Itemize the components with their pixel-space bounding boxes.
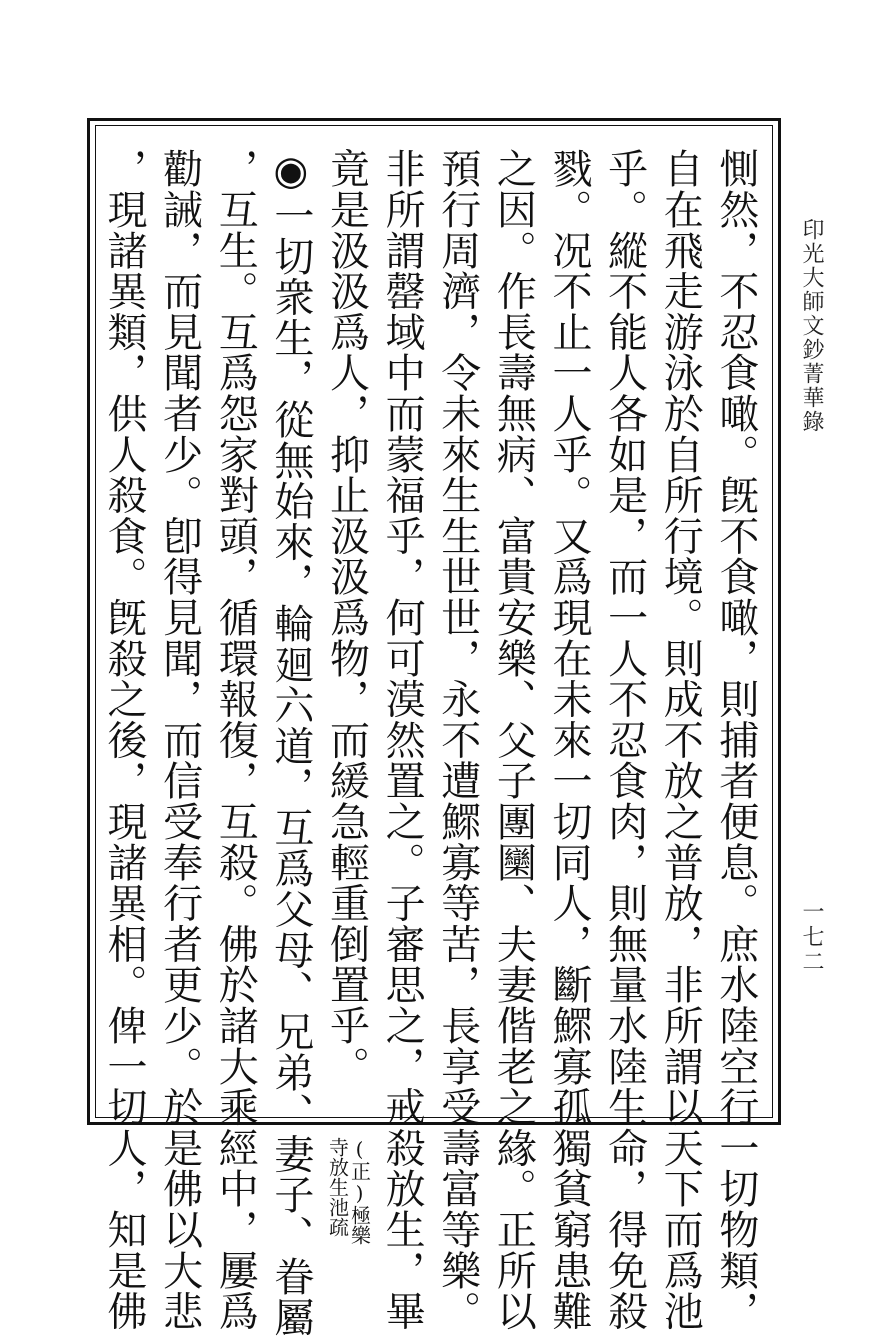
text-column-with-note: [323, 148, 372, 1246]
source-note-line-2: 寺放生池疏: [325, 1137, 350, 1238]
text-column: 惻然，不忍食噉。旣不食噉，則捕者便息。庶水陸空行一切物類，: [712, 148, 759, 1332]
source-note-line-1: (正)極樂: [347, 1137, 372, 1246]
text-column: 預行周濟，令未來生生世世，永不遭鰥寡等苦，長享受壽富等樂。: [434, 148, 481, 1332]
text-column: 自在飛走游泳於自所行境。則成不放之普放，非所謂以天下而爲池: [657, 148, 704, 1332]
book-title: 印光大師文鈔菁華錄: [799, 218, 824, 434]
main-text: [100, 148, 760, 1337]
text-column: ，現諸異類，供人殺食。旣殺之後，現諸異相。俾一切人，知是佛: [101, 148, 147, 1332]
page-number: 一七二: [799, 900, 824, 975]
text-column: 之因。作長壽無病、富貴安樂、父子團圞、夫妻偕老之緣。正所以: [490, 148, 537, 1332]
text-column: 非所謂罄域中而蒙福乎，何可漠然置之。子審思之，戒殺放生，畢: [379, 148, 426, 1332]
text-column: 勸誡，而見聞者少。卽得見聞，而信受奉行者更少。於是佛以大悲: [156, 148, 203, 1332]
text-column: 乎。縱不能人各如是，而一人不忍食肉，則無量水陸生命，得免殺: [601, 148, 648, 1332]
text-column: ，互生。互爲怨家對頭，循環報復，互殺。佛於諸大乘經中，屢爲: [212, 148, 259, 1332]
text-column: 戮。况不止一人乎。又爲現在未來一切同人，斷鰥寡孤獨貧窮患難: [546, 148, 592, 1332]
source-note: [327, 1137, 371, 1245]
text-column: ◉一切衆生，從無始來，輪廻六道，互爲父母、兄弟、妻子、眷屬: [267, 148, 314, 1337]
text-column-body: 竟是汲汲爲人，抑止汲汲爲物，而緩急輕重倒置乎。: [323, 148, 370, 1087]
